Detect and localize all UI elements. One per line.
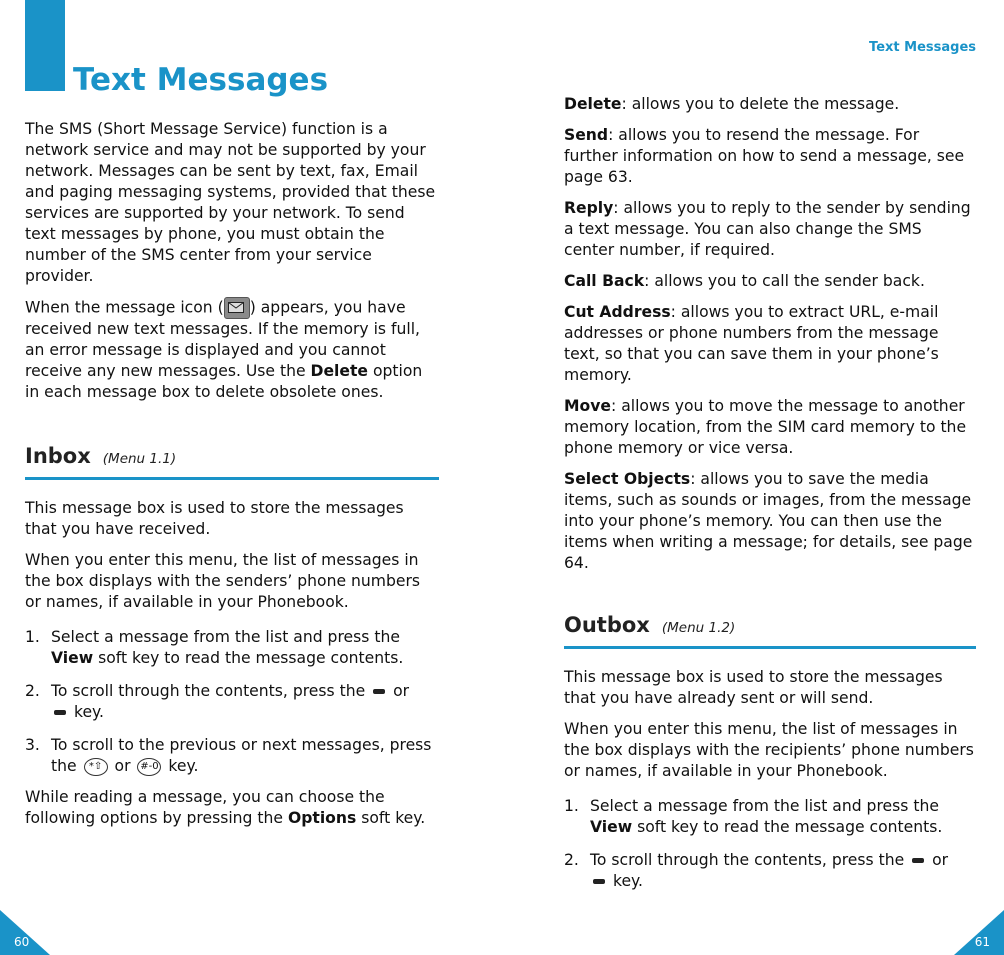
right-column (564, 94, 976, 892)
option-term: Reply (564, 199, 614, 217)
running-header: Text Messages (869, 40, 976, 55)
option-entry (564, 198, 976, 261)
outbox-description: This message box is used to store the messages that you have already sent or will send. (564, 668, 943, 707)
outbox-list-description: When you enter this menu, the list of messages in the box displays with the recipients’ phone numbers or names, if available in your Phonebook. (564, 720, 974, 780)
option-description: : allows you to delete the message. (621, 95, 900, 113)
section-rule (25, 477, 439, 480)
option-description: : allows you to call the sender back. (644, 272, 925, 290)
hash-key-icon: #-0 (137, 758, 161, 776)
list-item: 2. To scroll through the contents, press the or key. (564, 851, 949, 890)
option-entry (564, 94, 976, 115)
menu-reference: (Menu 1.2) (661, 620, 736, 636)
list-item: 1. Select a message from the list and press the View soft key to read the message contents. (564, 797, 943, 836)
section-heading: Outbox (Menu 1.2) (564, 613, 736, 637)
page-number-right: 61 (974, 935, 990, 949)
section-heading: Inbox (Menu 1.1) (25, 444, 177, 468)
option-term: Move (564, 397, 611, 415)
option-description: : allows you to resend the message. For further information on how to send a message, see page 63. (564, 126, 965, 186)
option-entry (564, 271, 976, 292)
outbox-section (564, 612, 976, 892)
up-key-icon (593, 879, 605, 884)
star-key-icon: *⇧ (84, 758, 108, 776)
options-list (564, 94, 976, 574)
menu-reference: (Menu 1.1) (102, 451, 177, 467)
option-entry (564, 125, 976, 188)
title-accent-bar (25, 0, 65, 91)
message-icon-paragraph: When the message icon ( ) appears, you have received new text messages. If the memory is full, an error message is displayed and you cannot receive any new messages. Use the Delete option in each message box to delete obsolete ones. (25, 298, 423, 401)
list-item: 3. To scroll to the previous or next messages, press the *⇧ or #-0 key. (25, 736, 432, 775)
option-entry (564, 396, 976, 459)
option-description: : allows you to move the message to another memory location, from the SIM card memory to the phone memory or vice versa. (564, 397, 967, 457)
option-term: Call Back (564, 272, 645, 290)
left-column (25, 119, 439, 829)
up-key-icon (54, 710, 66, 715)
page-number-left: 60 (14, 935, 30, 949)
list-item: 1. Select a message from the list and press the View soft key to read the message contents. (25, 628, 404, 667)
down-key-icon (373, 689, 385, 694)
option-description: : allows you to reply to the sender by sending a text message. You can also change the SMS center number, if required. (564, 199, 971, 259)
list-item: 2. To scroll through the contents, press the or key. (25, 682, 410, 721)
option-description: : allows you to extract URL, e-mail addresses or phone numbers from the message text, so that you can save them in your phone’s memory. (564, 303, 939, 384)
inbox-list-description: When you enter this menu, the list of messages in the box displays with the senders’ phone numbers or names, if available in your Phonebook. (25, 551, 421, 611)
envelope-icon (224, 297, 250, 319)
options-intro: While reading a message, you can choose the following options by pressing the Options soft key. (25, 788, 426, 827)
page-title: Text Messages (73, 62, 329, 98)
option-term: Delete (564, 95, 622, 113)
down-key-icon (912, 858, 924, 863)
option-description: : allows you to save the media items, such as sounds or images, from the message into your phone’s memory. You can then use the items when writing a message; for details, see page 64. (564, 470, 973, 572)
option-term: Cut Address (564, 303, 671, 321)
section-rule (564, 646, 976, 649)
option-entry (564, 302, 976, 386)
intro-paragraph: The SMS (Short Message Service) function is a network service and may not be supported by your network. Messages can be sent by text, fax, Email and paging messaging systems, provided that these services are supported by your network. To send text messages by phone, you must obtain the number of the SMS center from your service provider. (25, 120, 436, 285)
option-term: Send (564, 126, 609, 144)
inbox-section (25, 443, 439, 829)
option-term: Select Objects (564, 470, 691, 488)
option-entry (564, 469, 976, 574)
inbox-description: This message box is used to store the messages that you have received. (25, 499, 404, 538)
